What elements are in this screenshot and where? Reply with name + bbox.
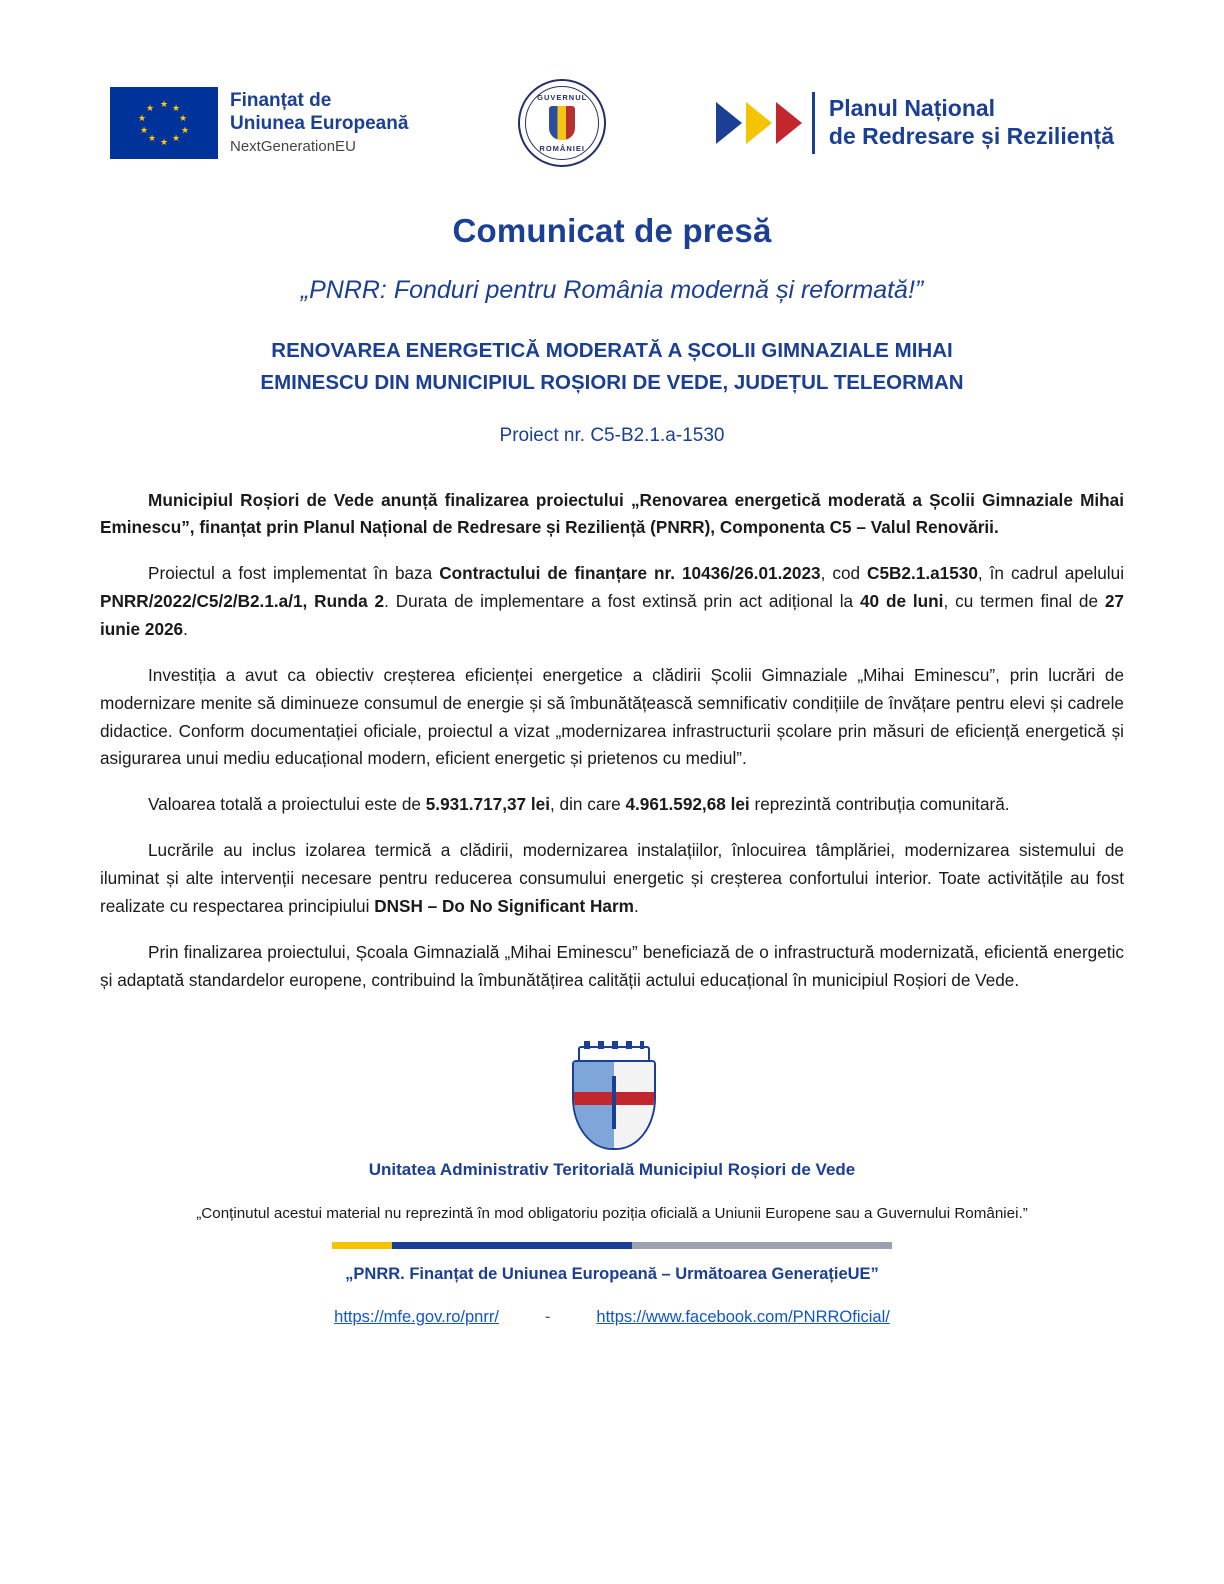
footer-disclaimer: „Conținutul acestui material nu reprezintă în mod obligatoriu poziția oficială a Uniunii Europene sau a Guvernului României.”	[196, 1205, 1028, 1223]
paragraph-2-mid1: , cod	[820, 563, 868, 584]
government-seal-logo	[514, 80, 610, 166]
eu-logo-line2: Uniunea Europeană	[230, 112, 409, 134]
paragraph-3: Investiția a avut ca obiectiv creșterea eficienței energetice a clădirii Școlii Gimnaziale „Mihai Eminescu”, prin lucrări de modernizare menite să diminueze consumul de energie și să îmbunătățească semnificativ condițiile de învățare pentru elevi și cadrele didactice. Conform documentației oficiale, proiectul a vizat „modernizarea infrastructurii școlare prin măsuri de eficiență energetică și asigurarea unui mediu educațional modern, eficient energetic și prietenos cu mediul”.	[100, 664, 1124, 769]
document-body	[100, 487, 1124, 995]
paragraph-6: Prin finalizarea proiectului, Școala Gimnazială „Mihai Eminescu” beneficiază de o infrastructură modernizată, eficientă energetic și adaptată standardelor europene, contribuind la îmbunătățirea calității actului educațional în municipiul Roșiori de Vede.	[100, 941, 1124, 990]
deadline-date: 27 iunie 2026	[100, 591, 1124, 639]
total-value: 5.931.717,37 lei	[425, 794, 550, 815]
paragraph-4	[100, 791, 1124, 819]
duration-value: 40 de luni	[859, 591, 944, 612]
paragraph-1	[100, 487, 1124, 543]
paragraph-1-text: Municipiul Roșiori de Vede anunță finalizarea proiectului „Renovarea energetică moderată a Școlii Gimnaziale Mihai Eminescu”, finanțat prin Planul Național de Redresare și Reziliență (PNRR), Componenta C5 – Valul Renovării.	[100, 489, 1124, 538]
pnrr-logo	[716, 92, 1114, 154]
eu-flag-icon: ★ ★ ★ ★ ★ ★ ★ ★ ★ ★	[110, 87, 218, 159]
call-reference: PNRR/2022/C5/2/B2.1.a/1, Runda 2	[100, 591, 385, 612]
paragraph-4-end: reprezintă contribuția comunitară.	[749, 794, 1010, 815]
gov-seal-bottom-text: ROMÂNIEI	[539, 144, 585, 153]
link-separator: -	[544, 1307, 551, 1326]
paragraph-2	[100, 560, 1124, 644]
pnrr-arrows-icon	[716, 92, 815, 154]
paragraph-2-mid2: , în cadrul apelului	[977, 563, 1125, 584]
eu-logo-line3: NextGenerationEU	[230, 138, 356, 156]
paragraph-2-end: .	[183, 618, 188, 639]
pnrr-logo-line1: Planul Național	[828, 95, 996, 122]
footer-slogan: „PNRR. Finanțat de Uniunea Europeană – Următoarea GenerațieUE”	[345, 1264, 879, 1283]
gov-emblem-icon	[549, 106, 575, 140]
dnsh-principle: DNSH – Do No Significant Harm	[374, 895, 634, 916]
paragraph-5-pre: Lucrările au inclus izolarea termică a clădirii, modernizarea instalațiilor, înlocuirea tâmplăriei, modernizarea sistemului de iluminat și alte intervenții necesare pentru reducerea consumului energetic și creșterea confortului interior. Toate activitățile au fost realizate cu respectarea principiului	[100, 840, 1124, 916]
footer-links	[100, 1308, 1124, 1327]
footer-divider	[332, 1242, 892, 1249]
project-title-line2: EMINESCU DIN MUNICIPIUL ROȘIORI DE VEDE, JUDEȚUL TELEORMAN	[260, 370, 964, 394]
city-coat-of-arms-icon	[566, 1046, 658, 1150]
eu-logo-line1: Finanțat de	[230, 90, 332, 112]
facebook-pnrr-link[interactable]: https://www.facebook.com/PNRROficial/	[596, 1307, 890, 1326]
document-subtitle: „PNRR: Fonduri pentru România modernă și reformată!”	[300, 276, 924, 304]
pnrr-logo-line2: de Redresare și Reziliență	[828, 123, 1114, 149]
project-title-line1: RENOVAREA ENERGETICĂ MODERATĂ A ȘCOLII GIMNAZIALE MIHAI	[271, 339, 953, 362]
paragraph-5	[100, 837, 1124, 921]
community-contribution-value: 4.961.592,68 lei	[625, 794, 750, 815]
paragraph-2-pre: Proiectul a fost implementat în baza	[148, 563, 440, 584]
government-seal-icon	[518, 79, 606, 167]
page-title: Comunicat de presă	[452, 212, 772, 249]
mfe-pnrr-link[interactable]: https://mfe.gov.ro/pnrr/	[334, 1307, 499, 1326]
eu-funding-logo	[110, 87, 408, 159]
contract-number: Contractului de finanțare nr. 10436/26.01.2023	[439, 563, 821, 584]
project-number: Proiect nr. C5-B2.1.a-1530	[499, 424, 725, 446]
paragraph-2-mid3: . Durata de implementare a fost extinsă prin act adițional la	[384, 591, 860, 612]
project-title	[162, 335, 1062, 399]
paragraph-2-mid4: , cu termen final de	[943, 591, 1105, 612]
gov-seal-top-text: GUVERNUL	[537, 93, 588, 102]
paragraph-4-mid: , din care	[549, 794, 626, 815]
paragraph-4-pre: Valoarea totală a proiectului este de	[148, 794, 426, 815]
logo-bar	[100, 60, 1124, 166]
project-code: C5B2.1.a1530	[867, 563, 978, 584]
paragraph-5-end: .	[633, 895, 639, 916]
footer-organization: Unitatea Administrativ Teritorială Municipiul Roșiori de Vede	[368, 1160, 856, 1180]
